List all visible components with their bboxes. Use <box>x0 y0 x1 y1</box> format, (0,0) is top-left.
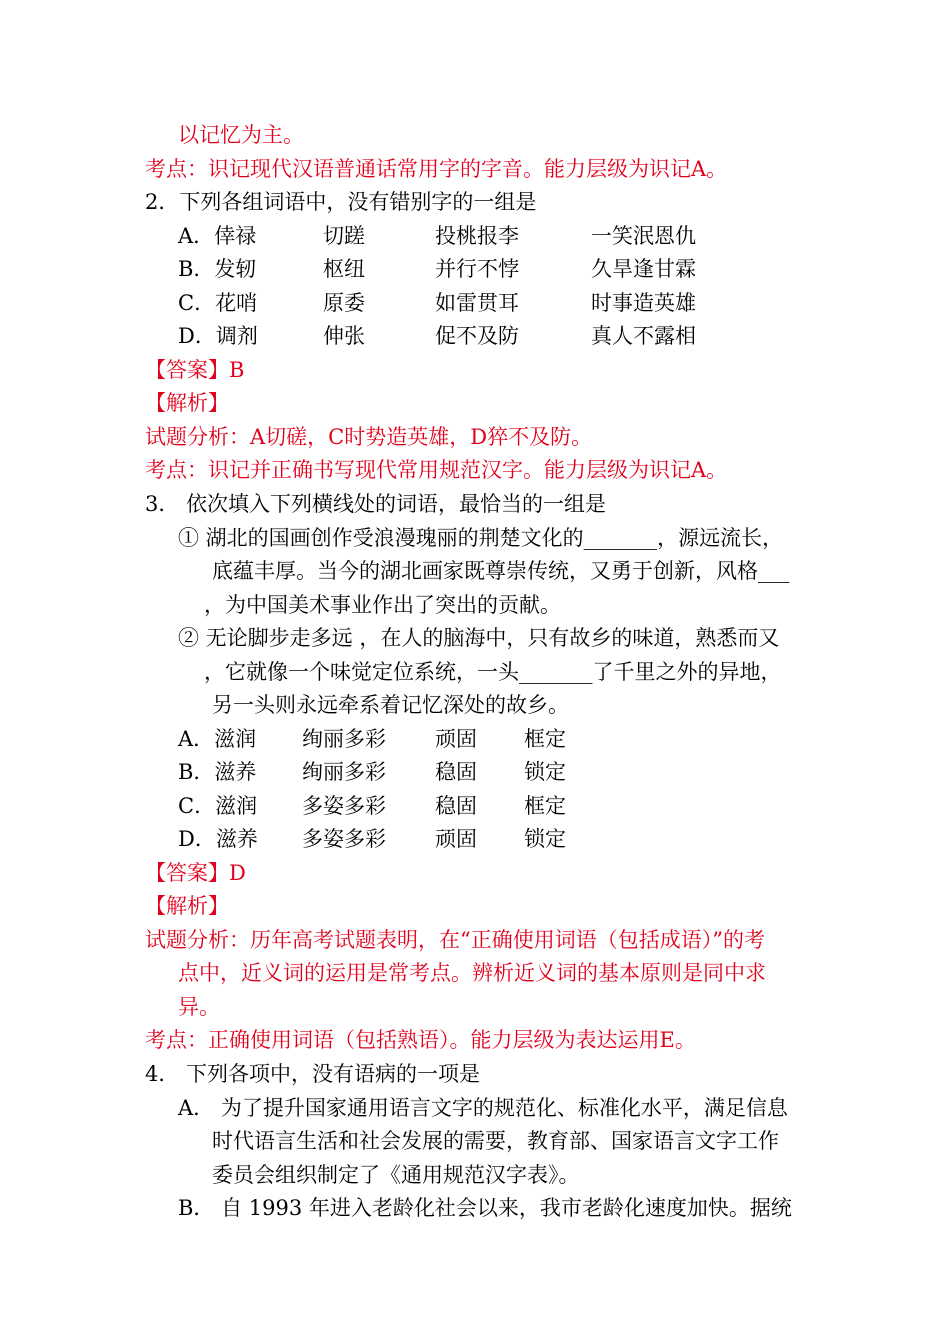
q3-option-c-word3: 稳固 <box>435 794 477 818</box>
q2-option-b-word2: 枢纽 <box>323 257 365 281</box>
q3-exam-point: 考点：正确使用词语（包括熟语）。能力层级为表达运用E。 <box>145 1028 696 1052</box>
q3-answer <box>145 859 246 887</box>
q4-option-a-line-1: A． 为了提升国家通用语言文字的规范化、标准化水平，满足信息 <box>178 1096 788 1120</box>
q2-option-a-word4: 一笑泯恩仇 <box>591 224 696 248</box>
q4-option-b-line-1: B． 自 1993 年进入老龄化社会以来，我市老龄化速度加快。据统 <box>178 1196 792 1220</box>
q3-passage-1-line-2: 底蕴丰厚。当今的湖北画家既尊崇传统，又勇于创新，风格___ <box>212 559 790 583</box>
q2-analysis-label: 【解析】 <box>145 391 229 415</box>
q2-option-a-word3: 投桃报李 <box>435 224 519 248</box>
q3-analysis-label: 【解析】 <box>145 894 229 918</box>
q3-option-d-label: D．滋养 <box>178 827 258 851</box>
q3-passage-2-line-1: ② 无论脚步走多远 ，在人的脑海中，只有故乡的味道，熟悉而又 <box>178 626 780 650</box>
q3-option-d-word2: 多姿多彩 <box>302 827 386 851</box>
q1-exam-point: 考点：识记现代汉语普通话常用字的字音。能力层级为识记A。 <box>145 157 728 181</box>
q2-option-b-label: B．发轫 <box>178 257 257 281</box>
q3-option-b-label: B．滋养 <box>178 760 257 784</box>
q2-option-d-label: D．调剂 <box>178 324 258 348</box>
q4-option-a-line-2: 时代语言生活和社会发展的需要，教育部、国家语言文字工作 <box>212 1129 779 1153</box>
q3-stem: 3． 依次填入下列横线处的词语，最恰当的一组是 <box>145 492 607 516</box>
q2-answer-label: 【答案】 <box>145 358 229 382</box>
q3-option-d-word3: 顽固 <box>435 827 477 851</box>
q2-option-d-word3: 促不及防 <box>435 324 519 348</box>
q2-answer <box>145 356 244 384</box>
q3-passage-2-line-3: 另一头则永远牵系着记忆深处的故乡。 <box>212 693 569 717</box>
q3-passage-2-line-2: ，它就像一个味觉定位系统，一头_______了千里之外的异地， <box>204 660 782 684</box>
q3-option-a-word3: 顽固 <box>435 727 477 751</box>
q3-option-c-label: C．滋润 <box>178 794 258 818</box>
q2-stem: 2．下列各组词语中，没有错别字的一组是 <box>145 190 537 214</box>
q2-option-c-word4: 时事造英雄 <box>591 291 696 315</box>
q3-option-b-word2: 绚丽多彩 <box>302 760 386 784</box>
q2-exam-point: 考点：识记并正确书写现代常用规范汉字。能力层级为识记A。 <box>145 458 728 482</box>
q2-option-d-word2: 伸张 <box>323 324 365 348</box>
q3-analysis-line-3: 异。 <box>178 995 220 1019</box>
q3-analysis-line-2: 点中，近义词的运用是常考点。辨析近义词的基本原则是同中求 <box>178 961 766 985</box>
q4-option-a-line-3: 委员会组织制定了《通用规范汉字表》。 <box>212 1163 580 1187</box>
q3-option-a-label: A．滋润 <box>178 727 257 751</box>
q3-answer-value: D <box>229 861 246 885</box>
q2-analysis: 试题分析：A切磋，C时势造英雄，D猝不及防。 <box>145 425 593 449</box>
q2-option-a-word2: 切蹉 <box>323 224 365 248</box>
q3-option-c-word2: 多姿多彩 <box>302 794 386 818</box>
q2-option-c-label: C．花哨 <box>178 291 258 315</box>
q3-option-b-word3: 稳固 <box>435 760 477 784</box>
q3-option-c-word4: 框定 <box>524 794 566 818</box>
q3-answer-label: 【答案】 <box>145 861 229 885</box>
q3-passage-1-line-3: ，为中国美术事业作出了突出的贡献。 <box>204 593 561 617</box>
q4-stem: 4． 下列各项中，没有语病的一项是 <box>145 1062 481 1086</box>
q2-option-b-word3: 并行不悖 <box>435 257 519 281</box>
q2-option-c-word2: 原委 <box>323 291 365 315</box>
q2-answer-value: B <box>229 358 245 382</box>
q3-option-a-word4: 框定 <box>524 727 566 751</box>
q3-option-a-word2: 绚丽多彩 <box>302 727 386 751</box>
q3-passage-1-line-1: ① 湖北的国画创作受浪漫瑰丽的荆楚文化的_______，源远流长， <box>178 526 784 550</box>
q3-option-b-word4: 锁定 <box>524 760 566 784</box>
q3-analysis-line-1: 试题分析：历年高考试题表明，在“正确使用词语（包括成语）”的考 <box>145 928 765 952</box>
q2-option-d-word4: 真人不露相 <box>591 324 696 348</box>
q2-option-b-word4: 久旱逢甘霖 <box>591 257 696 281</box>
q2-option-a-label: A．倖禄 <box>178 224 257 248</box>
prev-analysis-tail: 以记忆为主。 <box>178 123 304 147</box>
q2-option-c-word3: 如雷贯耳 <box>435 291 519 315</box>
q3-option-d-word4: 锁定 <box>524 827 566 851</box>
